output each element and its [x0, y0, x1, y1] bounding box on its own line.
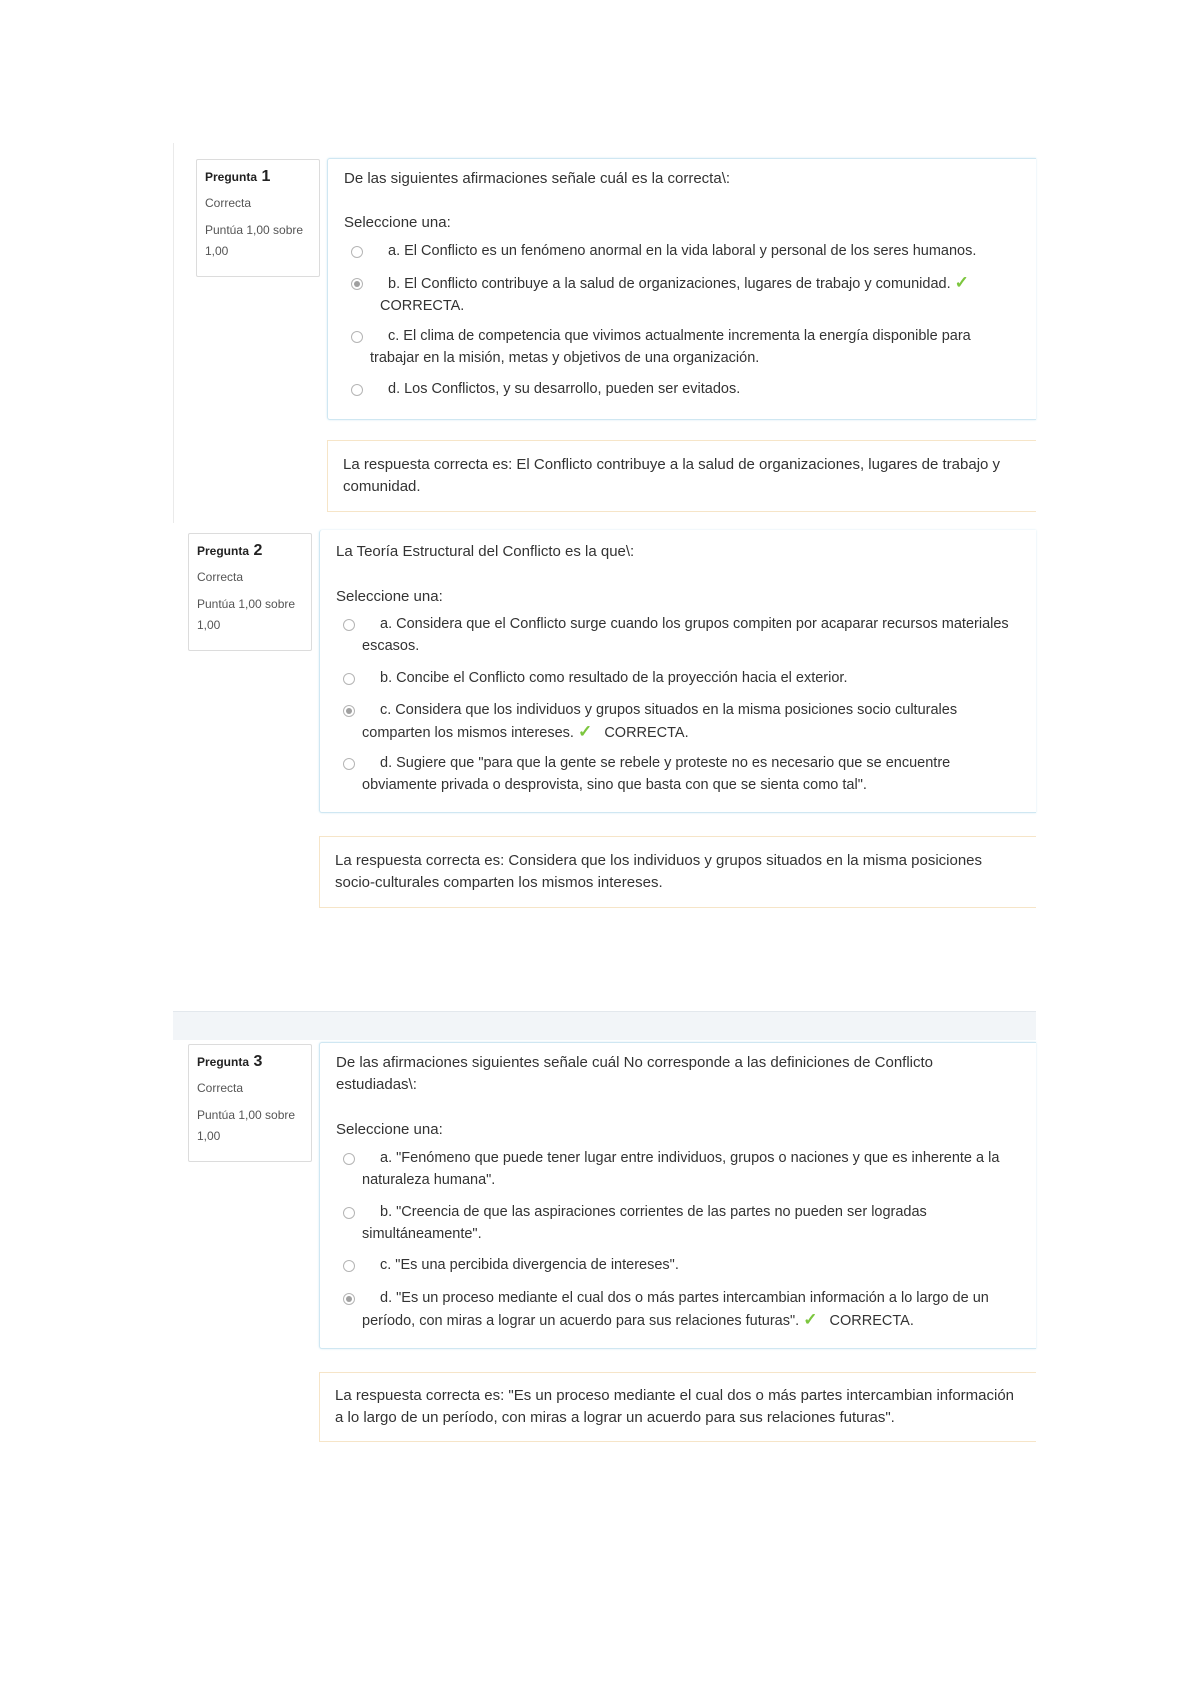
correct-mark: CORRECTA. [604, 725, 689, 741]
answer-radio-b[interactable] [351, 278, 363, 290]
question-text: De las siguientes afirmaciones señale cuál es la correcta\: [344, 170, 731, 187]
answer-option-c[interactable]: c. "Es una percibida divergencia de intereses". [380, 1257, 679, 1273]
question-number: Pregunta 3 [197, 1053, 263, 1070]
correct-answer-feedback: La respuesta correcta es: "Es un proceso mediante el cual dos o más partes intercambian información a lo largo de un período, con miras a lograr un acuerdo para sus relaciones futuras". [319, 1372, 1036, 1442]
question-grade: Puntúa 1,00 sobre 1,00 [205, 223, 304, 258]
question-number: Pregunta 2 [197, 542, 263, 559]
answer-prompt: Seleccione una: [336, 1121, 443, 1138]
check-icon: ✓ [954, 273, 969, 292]
question-info-3 [188, 1044, 312, 1162]
check-icon: ✓ [577, 722, 593, 741]
answer-radio-b[interactable] [343, 673, 355, 685]
answer-radio-d[interactable] [343, 758, 355, 770]
answer-prompt: Seleccione una: [336, 588, 443, 605]
correct-answer-feedback: La respuesta correcta es: Considera que los individuos y grupos situados en la misma posiciones socio-culturales comparten los mismos intereses. [319, 836, 1036, 908]
answer-radio-a[interactable] [343, 619, 355, 631]
question-separator-band [173, 1011, 1036, 1040]
answer-option-a[interactable]: a. "Fenómeno que puede tener lugar entre individuos, grupos o naciones y que es inherente a la naturaleza humana". [362, 1150, 1000, 1188]
answer-radio-a[interactable] [351, 246, 363, 258]
question-state: Correcta [205, 196, 252, 210]
answer-radio-a[interactable] [343, 1153, 355, 1165]
question-text: De las afirmaciones siguientes señale cuál No corresponde a las definiciones de Conflicto estudiadas\: [336, 1054, 933, 1093]
answer-radio-d[interactable] [351, 384, 363, 396]
question-text: La Teoría Estructural del Conflicto es la que\: [336, 543, 635, 560]
question-info-2 [188, 533, 312, 651]
question-number: Pregunta 1 [205, 168, 271, 185]
question-info-1 [196, 159, 320, 277]
correct-mark: CORRECTA. [380, 298, 465, 314]
answer-radio-b[interactable] [343, 1207, 355, 1219]
answer-radio-c[interactable] [343, 705, 355, 717]
answer-radio-d[interactable] [343, 1293, 355, 1305]
correct-mark: CORRECTA. [829, 1313, 914, 1329]
answer-option-a[interactable]: a. Considera que el Conflicto surge cuando los grupos compiten por acaparar recursos materiales escasos. [362, 616, 1009, 654]
question-state: Correcta [197, 570, 244, 584]
answer-option-a[interactable]: a. El Conflicto es un fenómeno anormal en la vida laboral y personal de los seres humanos. [388, 243, 977, 259]
page-divider [173, 143, 174, 523]
correct-answer-feedback: La respuesta correcta es: El Conflicto contribuye a la salud de organizaciones, lugares de trabajo y comunidad. [327, 440, 1036, 512]
answer-option-d[interactable]: d. "Es un proceso mediante el cual dos o más partes intercambian información a lo largo de un período, con miras a lograr un acuerdo para sus relaciones futuras". ✓ CORRECTA. [362, 1290, 989, 1329]
answer-option-b[interactable]: b. "Creencia de que las aspiraciones corrientes de las partes no pueden ser logradas simultáneamente". [362, 1204, 927, 1242]
answer-option-b[interactable]: b. Concibe el Conflicto como resultado de la proyección hacia el exterior. [380, 670, 848, 686]
question-grade: Puntúa 1,00 sobre 1,00 [197, 1108, 296, 1143]
question-grade: Puntúa 1,00 sobre 1,00 [197, 597, 296, 632]
answer-radio-c[interactable] [351, 331, 363, 343]
answer-option-d[interactable]: d. Los Conflictos, y su desarrollo, pueden ser evitados. [388, 381, 741, 397]
check-icon: ✓ [803, 1310, 818, 1329]
answer-prompt: Seleccione una: [344, 214, 451, 231]
question-state: Correcta [197, 1081, 244, 1095]
answer-option-c[interactable]: c. Considera que los individuos y grupos situados en la misma posiciones socio culturales comparten los mismos intereses. ✓ CORRECTA. [362, 702, 958, 741]
answer-option-c[interactable]: c. El clima de competencia que vivimos actualmente incrementa la energía disponible para trabajar en la misión, metas y objetivos de una organización. [370, 328, 971, 366]
answer-option-b[interactable]: b. El Conflicto contribuye a la salud de organizaciones, lugares de trabajo y comunidad. ✓ CORRECTA. [380, 273, 969, 314]
answer-option-d[interactable]: d. Sugiere que "para que la gente se rebele y proteste no es necesario que se encuentre obviamente privada o desprovista, sino que basta con que se sienta como tal". [362, 755, 951, 793]
answer-radio-c[interactable] [343, 1260, 355, 1272]
